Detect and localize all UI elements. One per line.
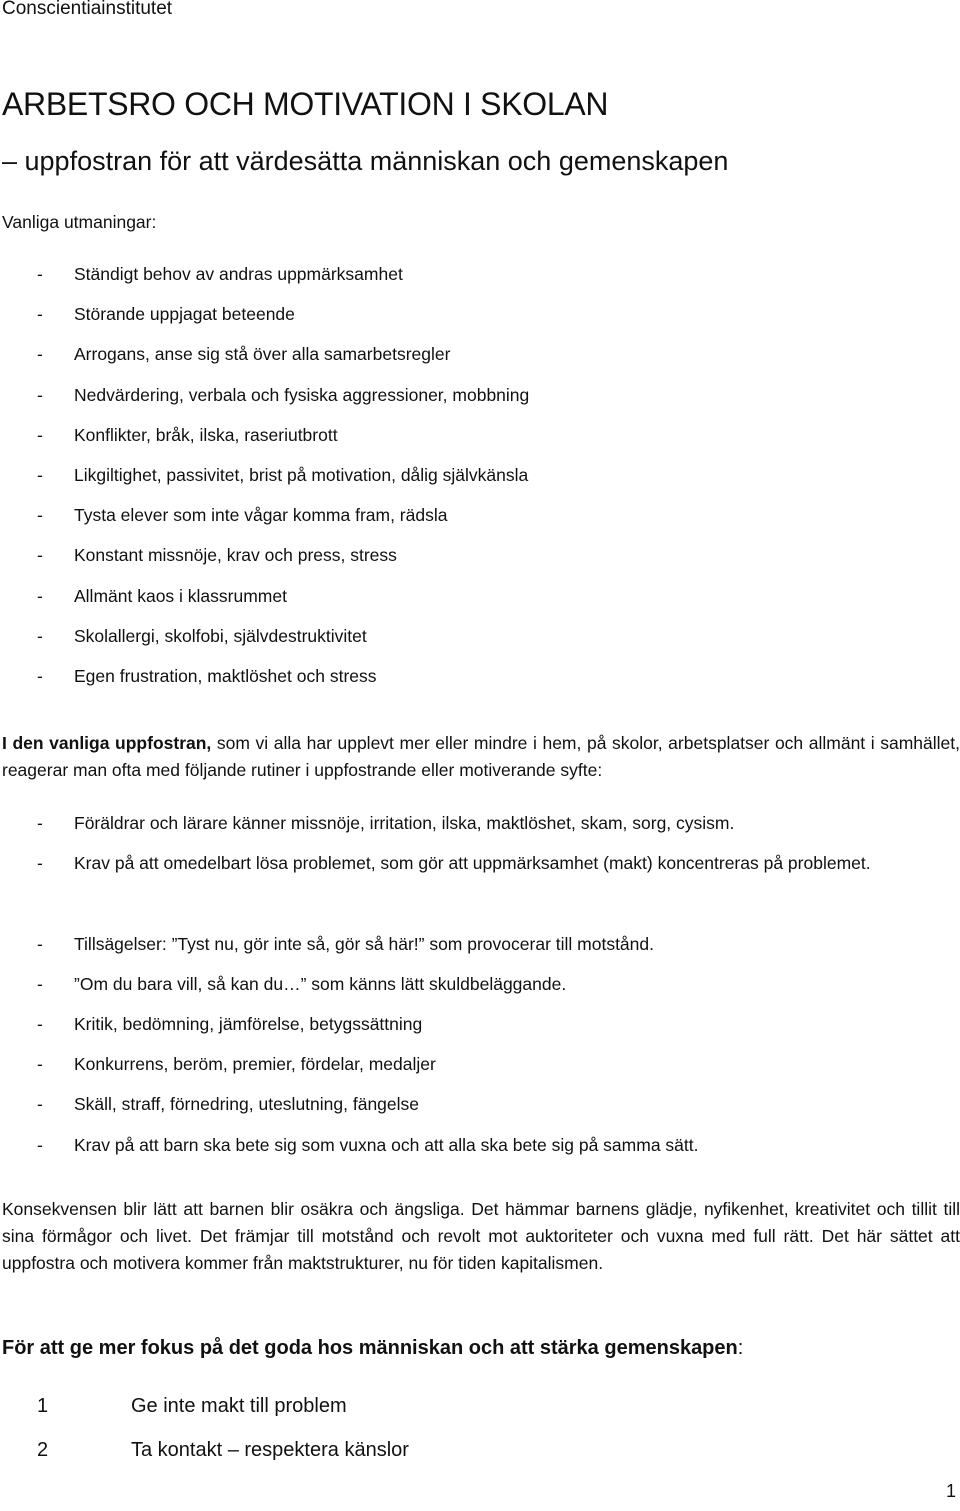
- document-subtitle: – uppfostran för att värdesätta människan och gemenskapen: [2, 146, 729, 176]
- list-dash: -: [37, 585, 43, 606]
- list-dash: -: [37, 1013, 43, 1034]
- steps-list: [0, 1392, 960, 1480]
- step-item: [0, 1392, 960, 1436]
- list-item-text: Kritik, bedömning, jämförelse, betygssättning: [74, 1013, 423, 1034]
- list-item-text: Arrogans, anse sig stå över alla samarbetsregler: [74, 344, 451, 365]
- focus-heading: [2, 1334, 743, 1362]
- list-item: [0, 383, 960, 423]
- list-dash: -: [37, 625, 43, 646]
- list-item-text: Nedvärdering, verbala och fysiska aggressioner, mobbning: [74, 384, 530, 405]
- paragraph-conventional-upbringing: [2, 730, 960, 784]
- page-number: 1: [945, 1481, 956, 1501]
- list-item: [0, 972, 960, 1012]
- list-item-text: Likgiltighet, passivitet, brist på motivation, dålig självkänsla: [74, 464, 529, 485]
- focus-heading-colon: :: [737, 1337, 744, 1359]
- list-dash: -: [37, 665, 43, 686]
- list-item-text: Konkurrens, beröm, premier, fördelar, medaljer: [74, 1054, 436, 1075]
- list-item-text: Konstant missnöje, krav och press, stress: [74, 545, 397, 566]
- list-dash: -: [37, 973, 43, 994]
- list-dash: -: [37, 344, 43, 365]
- document-header: Conscientiainstitutet: [2, 0, 173, 19]
- list-item: [0, 851, 960, 931]
- reactions-list: [0, 811, 960, 1173]
- list-item-text: Konflikter, bråk, ilska, raseriutbrott: [74, 424, 338, 445]
- list-item-text: Störande uppjagat beteende: [74, 304, 295, 325]
- list-item: [0, 423, 960, 463]
- list-item-text: Egen frustration, maktlöshet och stress: [74, 665, 377, 686]
- list-item-text: Föräldrar och lärare känner missnöje, irritation, ilska, maktlöshet, skam, sorg, cysism.: [74, 813, 735, 833]
- list-item: [0, 1133, 960, 1173]
- document-title: ARBETSRO OCH MOTIVATION I SKOLAN: [2, 86, 609, 122]
- list-dash: -: [37, 264, 43, 284]
- list-item-text: Skolallergi, skolfobi, självdestruktivitet: [74, 625, 367, 646]
- list-item: [0, 463, 960, 503]
- list-dash: -: [37, 813, 43, 833]
- list-item-text: Skäll, straff, förnedring, uteslutning, fängelse: [74, 1094, 420, 1115]
- list-item-text: ”Om du bara vill, så kan du…” som känns lätt skuldbeläggande.: [74, 973, 567, 994]
- list-item: [0, 543, 960, 583]
- step-text: Ge inte makt till problem: [131, 1395, 347, 1417]
- list-dash: -: [37, 853, 43, 874]
- list-item: [0, 932, 960, 972]
- list-dash: -: [37, 933, 43, 954]
- list-item-text: Krav på att omedelbart lösa problemet, som gör att uppmärksamhet (makt) koncentreras på problemet.: [74, 853, 871, 874]
- list-item-text: Ständigt behov av andras uppmärksamhet: [74, 264, 403, 284]
- list-item: [0, 342, 960, 382]
- challenges-list: [0, 262, 960, 704]
- list-item-text: Tysta elever som inte vågar komma fram, rädsla: [74, 505, 448, 526]
- list-item: [0, 503, 960, 543]
- list-item: [0, 624, 960, 664]
- challenges-label: Vanliga utmaningar:: [2, 212, 157, 232]
- list-item-text: Krav på att barn ska bete sig som vuxna och att alla ska bete sig på samma sätt.: [74, 1134, 699, 1155]
- focus-heading-bold: För att ge mer fokus på det goda hos människan och att stärka gemenskapen: [2, 1337, 738, 1359]
- list-dash: -: [37, 1134, 43, 1155]
- paragraph-consequence: Konsekvensen blir lätt att barnen blir osäkra och ängsliga. Det hämmar barnens glädje, nyfikenhet, kreativitet och tillit till sina förmågor och livet. Det främjar till motstånd och revolt mot auktoriteter och vuxna med full rätt. Det här sättet att uppfostra och motivera kommer från maktstrukturer, nu för tiden kapitalismen.: [2, 1199, 960, 1273]
- list-item: [0, 664, 960, 704]
- list-dash: -: [37, 1054, 43, 1075]
- list-dash: -: [37, 384, 43, 405]
- list-item: [0, 262, 960, 302]
- list-dash: -: [37, 505, 43, 526]
- paragraph-body: som vi alla har upplevt mer eller mindre i hem, på skolor, arbetsplatser och allmänt i samhället, reagerar man ofta med följande rutiner i uppfostrande eller motiverande syfte:: [2, 733, 960, 780]
- list-dash: -: [37, 1094, 43, 1115]
- list-dash: -: [37, 424, 43, 445]
- list-item: [0, 584, 960, 624]
- list-item-text: Tillsägelser: ”Tyst nu, gör inte så, gör så här!” som provocerar till motstånd.: [74, 933, 654, 954]
- step-text: Ta kontakt – respektera känslor: [131, 1439, 409, 1461]
- list-dash: -: [37, 545, 43, 566]
- list-item-text: Allmänt kaos i klassrummet: [74, 585, 287, 606]
- list-item: [0, 302, 960, 342]
- list-item: [0, 1052, 960, 1092]
- step-item: [0, 1436, 960, 1480]
- list-dash: -: [37, 304, 43, 325]
- list-item: [0, 1092, 960, 1132]
- list-item: [0, 1012, 960, 1052]
- step-number: 1: [37, 1395, 49, 1417]
- paragraph-lead-bold: I den vanliga uppfostran,: [2, 733, 212, 753]
- step-number: 2: [37, 1439, 49, 1461]
- list-dash: -: [37, 464, 43, 485]
